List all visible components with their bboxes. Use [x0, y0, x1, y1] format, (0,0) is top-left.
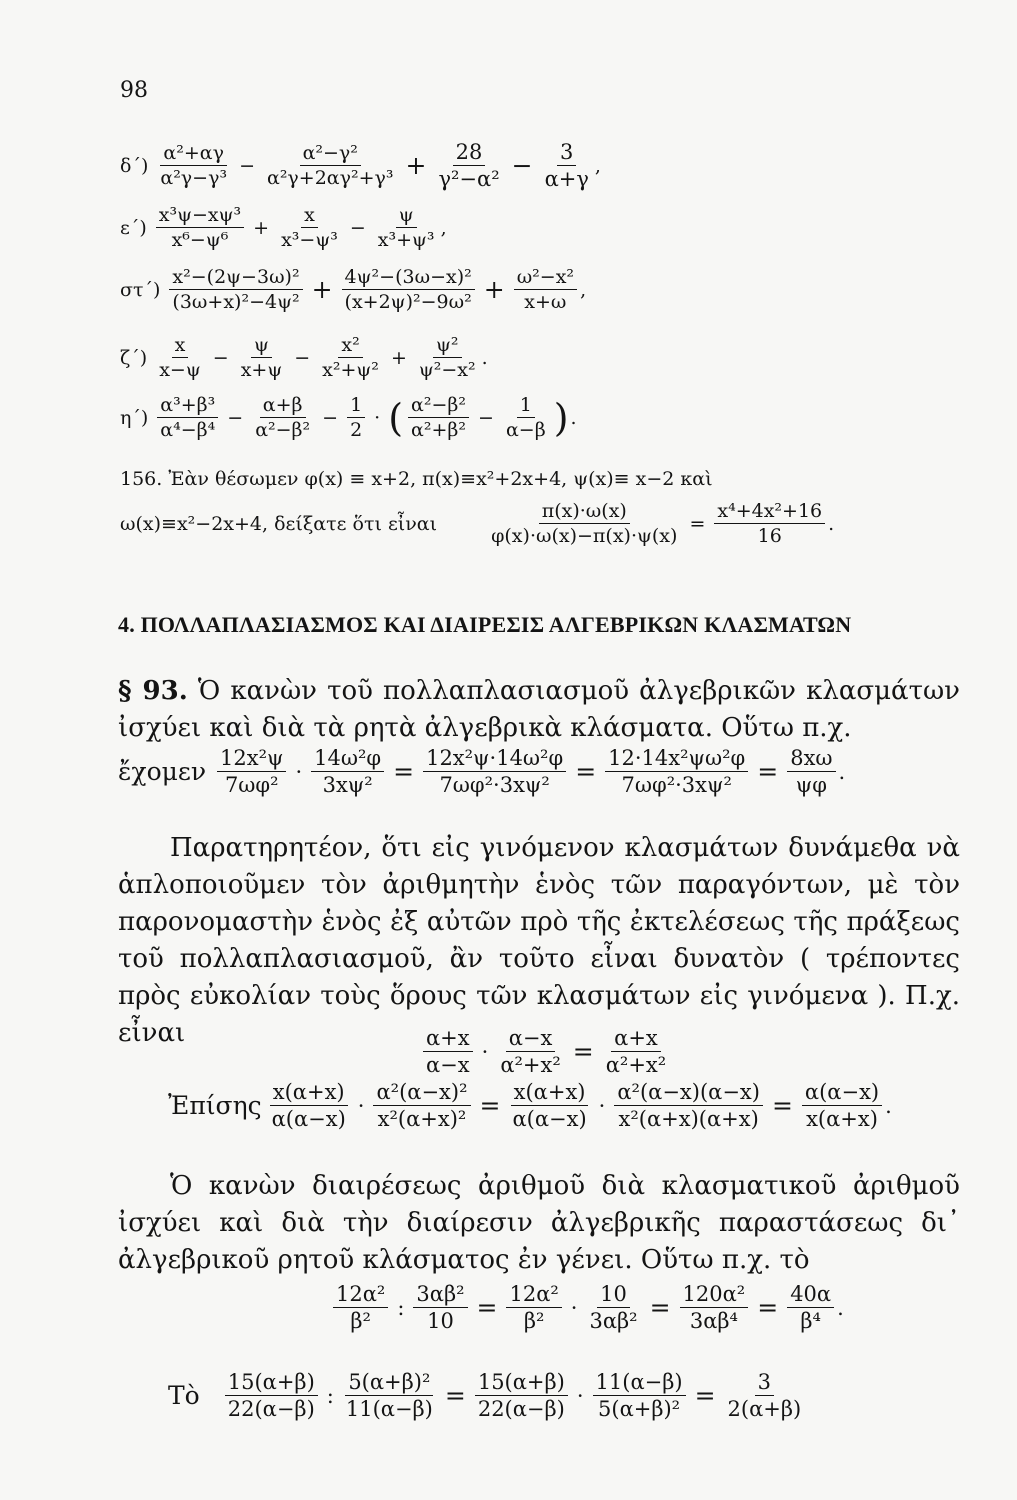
fraction: $\frac{15(\alpha+\beta)}{22(\alpha-\beta)}$: [225, 1370, 318, 1421]
fraction: $\frac{15(\alpha+\beta)}{22(\alpha-\beta)}$: [475, 1370, 568, 1421]
fraction: $\frac{3}{\alpha+\gamma}$: [544, 140, 589, 191]
right-paren: ): [553, 395, 569, 440]
fraction: $\frac{11(\alpha-\beta)}{\text{5(α+β)²}}$: [593, 1370, 686, 1421]
fraction: $\frac{8x\omega}{\psi\varphi}$: [787, 746, 835, 797]
example-multiplication-2: $\frac{\alpha+x}{\alpha-x}$ · $\frac{\alpha-x}{\text{α²+x²}}$ = $\frac{\alpha+x}{\text{α²+x²}}$: [420, 1026, 672, 1077]
fraction: $\frac{\text{x³ψ−xψ³}}{\text{x⁶−ψ⁶}}$: [156, 204, 244, 251]
fraction: $\frac{\text{α²−γ²}}{\text{α²γ+2αγ²+γ³}}$: [266, 142, 394, 189]
section-heading: 4. ΠΟΛΛΑΠΛΑΣΙΑΣΜΟΣ ΚΑΙ ΔΙΑΙΡΕΣΙΣ ΑΛΓΕΒΡΙΚΩΝ ΚΛΑΣΜΑΤΩΝ: [118, 612, 852, 637]
fraction: $\frac{\text{3αβ²}}{10}$: [413, 1282, 467, 1333]
fraction: $\frac{\text{x²}}{\text{x²+ψ²}}$: [322, 334, 379, 381]
fraction: $\frac{\text{α²(α−x)²}}{\text{x²(α+x)²}}$: [373, 1080, 470, 1131]
fraction: $\frac{\text{4ψ²−(3ω−x)²}}{\text{(x+2ψ)²−9ω²}}$: [342, 266, 475, 313]
fraction: $\frac{\alpha-x}{\text{α²+x²}}$: [500, 1026, 561, 1077]
fraction: $\frac{x}{x-\psi}$: [159, 334, 201, 381]
fraction: $\frac{\text{12·14x²ψω²φ}}{\text{7ωφ²·3xψ²}}$: [605, 746, 748, 797]
exercise-label: δ΄): [120, 154, 149, 177]
fraction: $\frac{\text{ω²−x²}}{x+\omega}$: [514, 266, 577, 313]
fraction: $\frac{\text{α²(α−x)(α−x)}}{\text{x²(α+x)(α+x)}}$: [614, 1080, 763, 1131]
fraction: $\frac{\text{5(α+β)²}}{11(\alpha-\beta)}$: [345, 1370, 433, 1421]
fraction: $\frac{10}{\text{3αβ²}}$: [589, 1282, 638, 1333]
fraction: $\frac{x(\alpha+x)}{\alpha(\alpha-x)}$: [512, 1080, 587, 1131]
exercise-label: ε΄): [120, 216, 147, 239]
left-paren: (: [388, 395, 404, 440]
fraction: $\frac{\psi}{\text{x³+ψ³}}$: [377, 204, 435, 251]
problem-156-line1: 156. Ἐὰν θέσωμεν φ(x) ≡ x+2, π(x)≡x²+2x+4, ψ(x)≡ x−2 καὶ: [120, 468, 713, 490]
example-multiplication-3: Ἐπίσης $\frac{x(\alpha+x)}{\alpha(\alpha-x)}$ · $\frac{\text{α²(α−x)²}}{\text{x²(α+x)²}}$ = $\frac{x(\alpha+x)}{\alpha(\alpha-x)}$ · $\frac{\text{α²(α−x)(α−x)}}{\text{x²(α+x)(α+x)}}$ = $\frac{\alpha(\alpha-x)}{x(\alpha+x)}$ .: [168, 1080, 892, 1131]
exercise-eta: η΄) $\frac{\text{α³+β³}}{\text{α⁴−β⁴}}$ − $\frac{\alpha+\beta}{\text{α²−β²}}$ − $\frac{1}{2}$ · ( $\frac{\text{α²−β²}}{\text{α²+β²}}$ − $\frac{1}{\alpha-\beta}$ ) .: [120, 394, 577, 441]
problem-156-line2: ω(x)≡x²−2x+4, δείξατε ὅτι εἶναι $\frac{\pi(x)\cdot\omega(x)}{\varphi(x)\cdot\omega(x)-\pi(x)\cdot\psi(x)}$ = $\frac{\text{x⁴+4x²+16}}{16}$ .: [120, 500, 835, 547]
exercise-label: στ΄): [120, 278, 161, 301]
section-mark: § 93.: [118, 676, 188, 706]
fraction: $\frac{\text{x⁴+4x²+16}}{16}$: [714, 500, 825, 547]
paragraph-simplification: Παρατηρητέον, ὅτι εἰς γινόμενον κλασμάτων δυνάμεθα νὰ ἁπλοποιοῦμεν τὸν ἀριθμητὴν ἑνὸς τῶν παραγόντων, μὲ τὸν παρονομαστὴν ἑνὸς ἐξ αὐτῶν πρὸ τῆς ἐκτελέσεως τῆς πράξεως τοῦ πολλαπλασιασμοῦ, ἂν τοῦτο εἶναι δυνατὸν ( τρέποντες πρὸς εὐκολίαν τοὺς ὅρους τῶν κλασμάτων εἰς γινόμενα ). Π.χ. εἶναι: [118, 833, 960, 1048]
fraction: $\frac{28}{\text{γ²−α²}}$: [438, 140, 500, 191]
fraction: $\frac{\text{12α²}}{\text{β²}}$: [506, 1282, 561, 1333]
fraction: $\frac{\alpha+\beta}{\text{α²−β²}}$: [255, 394, 311, 441]
exercise-label: η΄): [120, 406, 149, 429]
fraction: $\frac{\text{α³+β³}}{\text{α⁴−β⁴}}$: [157, 394, 218, 441]
fraction: $\frac{\alpha(\alpha-x)}{x(\alpha+x)}$: [802, 1080, 882, 1131]
fraction: $\frac{\text{α²−β²}}{\text{α²+β²}}$: [408, 394, 469, 441]
fraction: $\frac{\psi}{x+\psi}$: [240, 334, 283, 381]
fraction: $\frac{\text{14ω²φ}}{\text{3xψ²}}$: [311, 746, 384, 797]
fraction: $\frac{\text{12α²}}{\text{β²}}$: [333, 1282, 388, 1333]
section-93-paragraph: § 93. Ὁ κανὼν τοῦ πολλαπλασιασμοῦ ἀλγεβρικῶν κλασμάτων ἰσχύει καὶ διὰ τὰ ρητὰ ἀλγεβρικὰ κλάσματα. Οὕτω π.χ.: [118, 676, 960, 743]
page-number: 98: [120, 78, 148, 103]
exercise-stigma: στ΄) $\frac{\text{x²−(2ψ−3ω)²}}{\text{(3ω+x)²−4ψ²}}$ + $\frac{\text{4ψ²−(3ω−x)²}}{\text{(x+2ψ)²−9ω²}}$ + $\frac{\text{ω²−x²}}{x+\omega}$ ,: [120, 266, 587, 313]
fraction: $\frac{1}{\alpha-\beta}$: [505, 394, 546, 441]
fraction: $\frac{\alpha+x}{\alpha-x}$: [423, 1026, 473, 1077]
fraction: $\frac{\text{12x²ψ·14ω²φ}}{\text{7ωφ²·3xψ²}}$: [423, 746, 566, 797]
fraction: $\frac{3}{2(\alpha+\beta)}$: [727, 1370, 802, 1421]
example-multiplication-1: ἔχομεν $\frac{\text{12x²ψ}}{\text{7ωφ²}}$ · $\frac{\text{14ω²φ}}{\text{3xψ²}}$ = $\frac{\text{12x²ψ·14ω²φ}}{\text{7ωφ²·3xψ²}}$ = $\frac{\text{12·14x²ψω²φ}}{\text{7ωφ²·3xψ²}}$ = $\frac{8x\omega}{\psi\varphi}$ .: [118, 746, 846, 797]
fraction: $\frac{\text{12x²ψ}}{\text{7ωφ²}}$: [217, 746, 286, 797]
exercise-epsilon: ε΄) $\frac{\text{x³ψ−xψ³}}{\text{x⁶−ψ⁶}}$ + $\frac{x}{\text{x³−ψ³}}$ − $\frac{\psi}{\text{x³+ψ³}}$ ,: [120, 204, 447, 251]
fraction: $\frac{\alpha+x}{\text{α²+x²}}$: [605, 1026, 667, 1077]
exercise-delta: δ΄) $\frac{\text{α²+αγ}}{\text{α²γ−γ³}}$ − $\frac{\text{α²−γ²}}{\text{α²γ+2αγ²+γ³}}$ + $\frac{28}{\text{γ²−α²}}$ − $\frac{3}{\alpha+\gamma}$ ,: [120, 140, 601, 191]
fraction: $\frac{\text{120α²}}{\text{3αβ⁴}}$: [680, 1282, 749, 1333]
fraction: $\frac{\text{x²−(2ψ−3ω)²}}{\text{(3ω+x)²−4ψ²}}$: [169, 266, 302, 313]
paragraph-division-rule: Ὁ κανὼν διαιρέσεως ἀριθμοῦ διὰ κλασματικοῦ ἀριθμοῦ ἰσχύει καὶ διὰ τὴν διαίρεσιν ἀλγεβρικῆς παραστάσεως δι᾽ ἀλγεβρικοῦ ρητοῦ κλάσματος ἐν γένει. Οὕτω π.χ. τὸ: [118, 1171, 960, 1275]
exercise-zeta: ζ΄) $\frac{x}{x-\psi}$ − $\frac{\psi}{x+\psi}$ − $\frac{\text{x²}}{\text{x²+ψ²}}$ + $\frac{\text{ψ²}}{\text{ψ²−x²}}$ .: [120, 334, 488, 381]
fraction: $\frac{x(\alpha+x)}{\alpha(\alpha-x)}$: [271, 1080, 346, 1131]
fraction: $\frac{x}{\text{x³−ψ³}}$: [281, 204, 338, 251]
example-division-2: Τὸ $\frac{15(\alpha+\beta)}{22(\alpha-\beta)}$ : $\frac{\text{5(α+β)²}}{11(\alpha-\beta)}$ = $\frac{15(\alpha+\beta)}{22(\alpha-\beta)}$ · $\frac{11(\alpha-\beta)}{\text{5(α+β)²}}$ = $\frac{3}{2(\alpha+\beta)}$: [168, 1370, 807, 1421]
example-division-1: $\frac{\text{12α²}}{\text{β²}}$ : $\frac{\text{3αβ²}}{10}$ = $\frac{\text{12α²}}{\text{β²}}$ · $\frac{10}{\text{3αβ²}}$ = $\frac{\text{120α²}}{\text{3αβ⁴}}$ = $\frac{40\alpha}{\text{β⁴}}$ .: [330, 1282, 844, 1333]
fraction: $\frac{1}{2}$: [347, 394, 365, 441]
fraction: $\frac{\text{α²+αγ}}{\text{α²γ−γ³}}$: [160, 142, 228, 189]
fraction: $\frac{40\alpha}{\text{β⁴}}$: [787, 1282, 834, 1333]
exercise-label: ζ΄): [120, 346, 148, 369]
fraction: $\frac{\pi(x)\cdot\omega(x)}{\varphi(x)\cdot\omega(x)-\pi(x)\cdot\psi(x)}$: [491, 500, 678, 547]
fraction: $\frac{\text{ψ²}}{\text{ψ²−x²}}$: [418, 334, 476, 381]
